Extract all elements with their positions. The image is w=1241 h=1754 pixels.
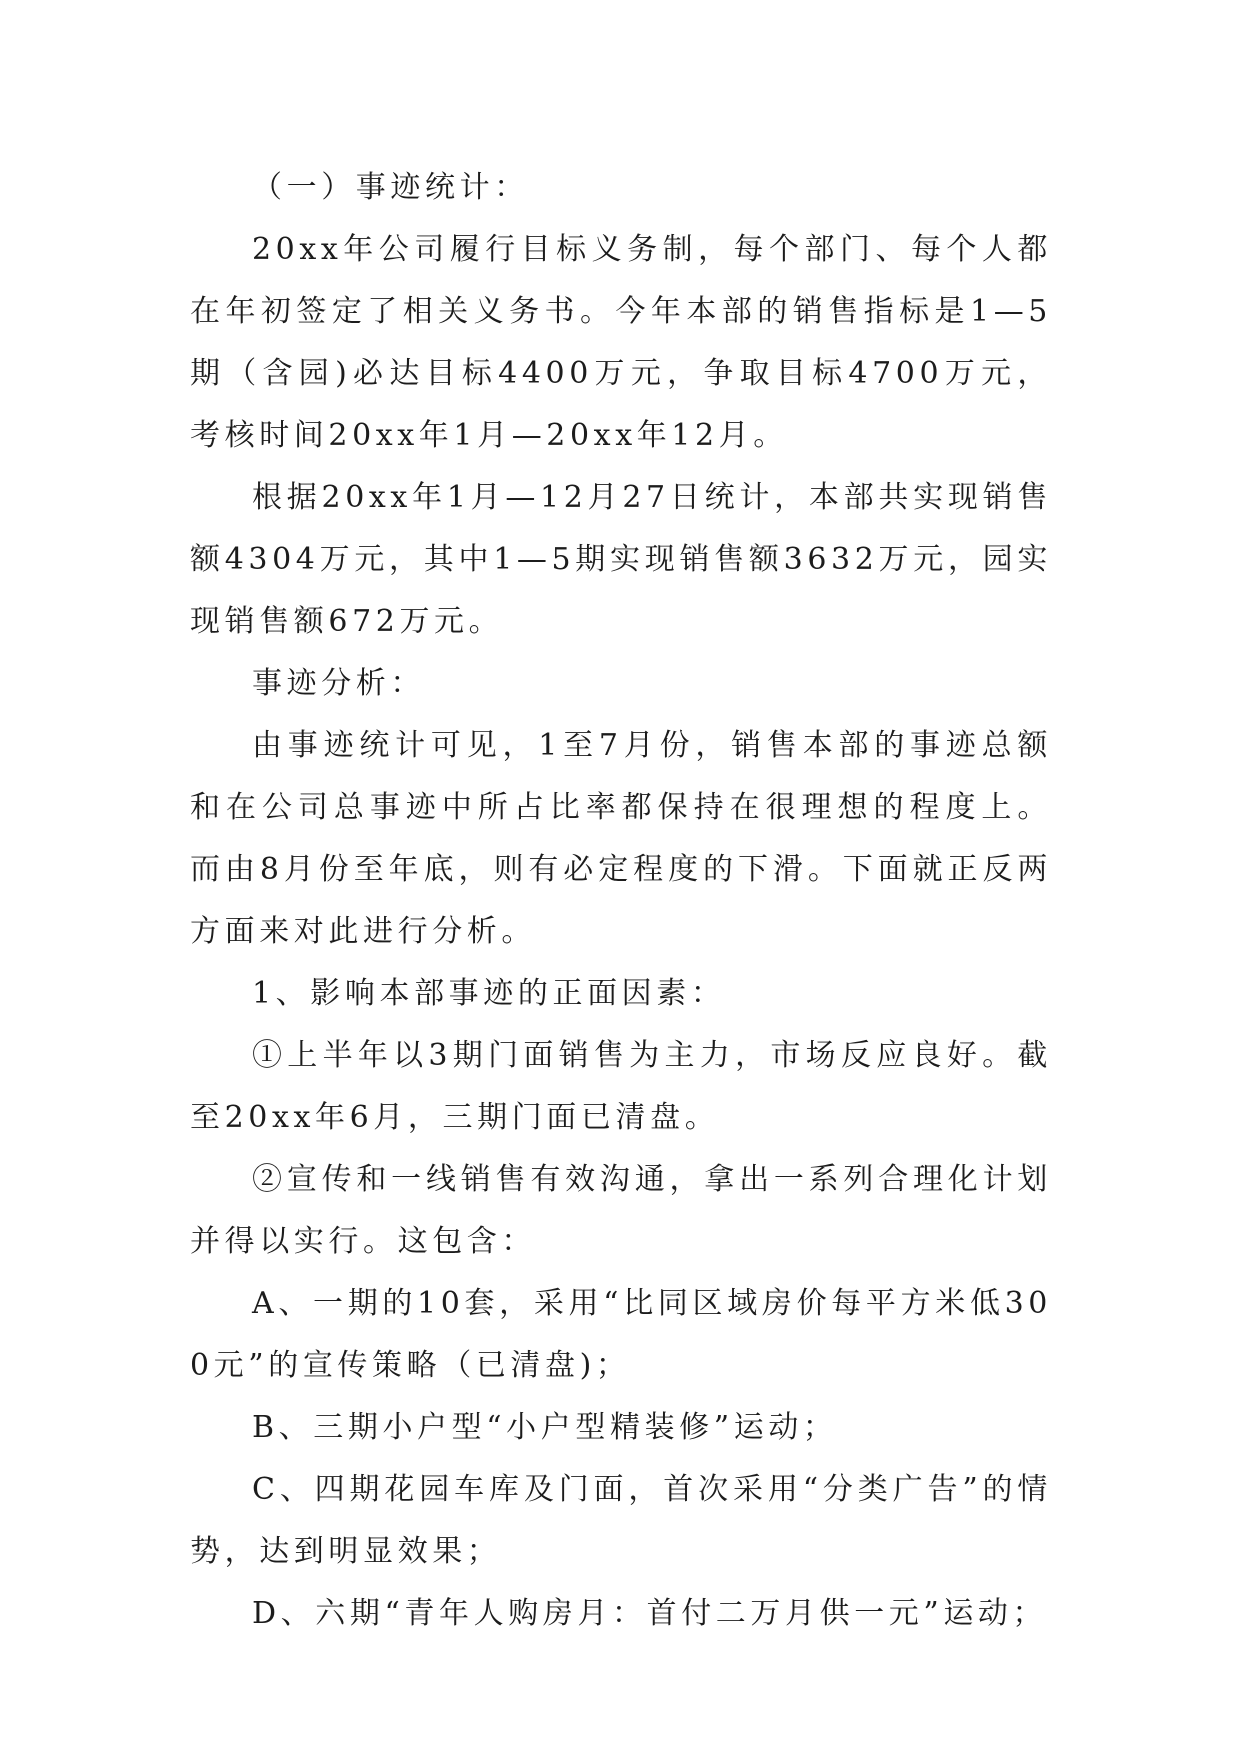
section-heading: （一）事迹统计： <box>252 170 529 205</box>
paragraph-statistics: 根据20xx年1月—12月27日统计，本部共实现销售额4304万元，其中1—5期实现销售额3632万元，园实现销售额672万元。 <box>190 480 1052 639</box>
document-body <box>190 157 1052 1645</box>
paragraph-analysis: 由事迹统计可见，1至7月份，销售本部的事迹总额和在公司总事迹中所占比率都保持在很理想的程度上。而由8月份至年底，则有必定程度的下滑。下面就正反两方面来对此进行分析。 <box>190 728 1052 949</box>
list-item: ①上半年以3期门面销售为主力，市场反应良好。截至20xx年6月，三期门面已清盘。 <box>190 1038 1052 1135</box>
list-heading: 1、影响本部事迹的正面因素： <box>252 976 726 1011</box>
list-item: B、三期小户型“小户型精装修”运动； <box>252 1410 838 1445</box>
subsection-heading: 事迹分析： <box>252 666 425 701</box>
list-item: A、一期的10套，采用“比同区域房价每平方米低300元”的宣传策略（已清盘)； <box>190 1286 1052 1383</box>
list-item: D、六期“青年人购房月：首付二万月供一元”运动； <box>252 1596 1048 1631</box>
list-item: C、四期花园车库及门面，首次采用“分类广告”的情势，达到明显效果； <box>190 1472 1052 1569</box>
list-item: ②宣传和一线销售有效沟通，拿出一系列合理化计划并得以实行。这包含： <box>190 1162 1052 1259</box>
paragraph-target: 20xx年公司履行目标义务制，每个部门、每个人都在年初签定了相关义务书。今年本部的销售指标是1—5期（含园)必达目标4400万元，争取目标4700万元，考核时间20xx年1月—20xx年12月。 <box>190 232 1052 453</box>
